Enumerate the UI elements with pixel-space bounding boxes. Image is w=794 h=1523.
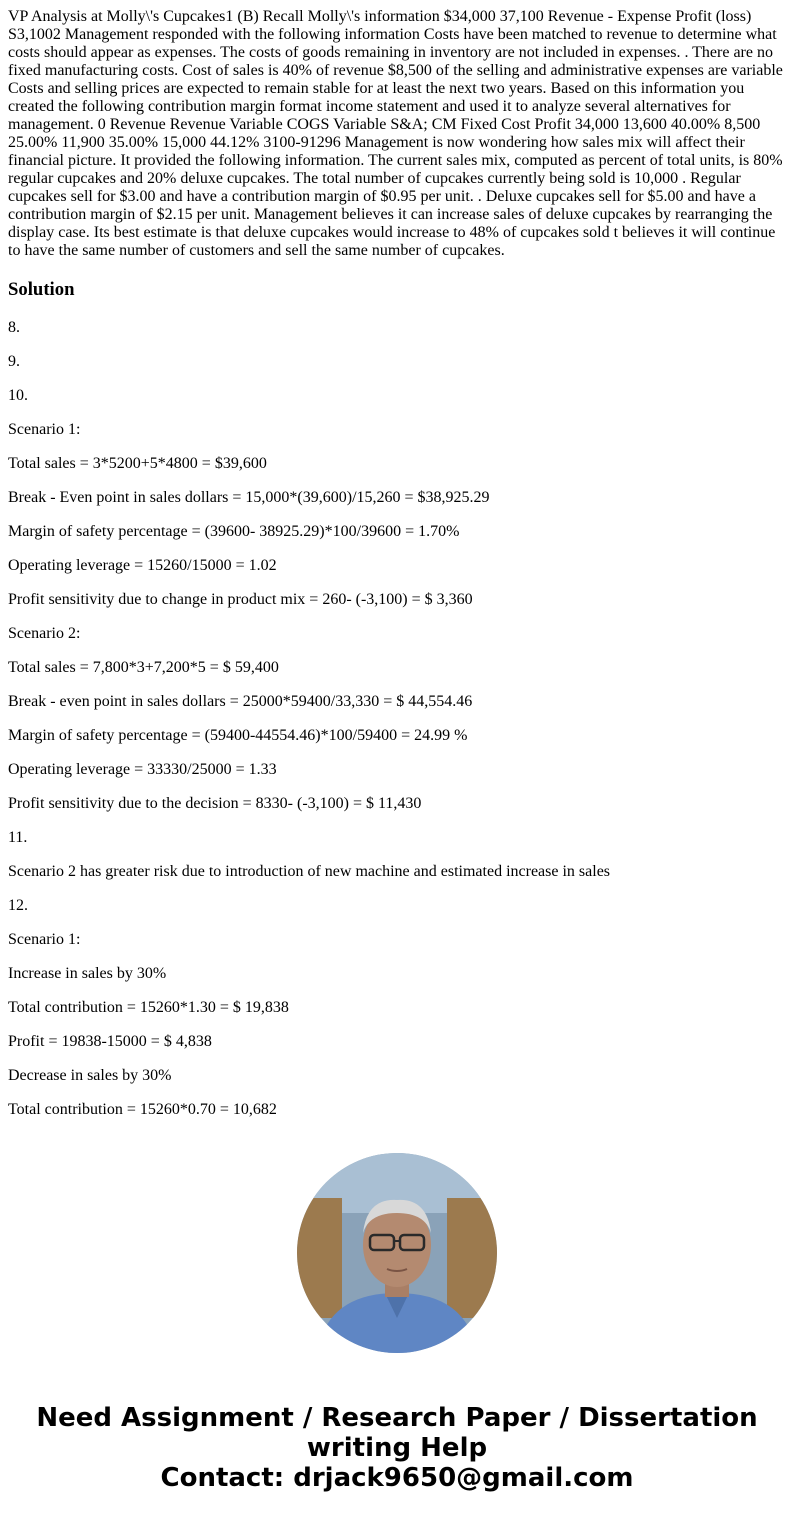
photo-wood-left: [297, 1198, 342, 1318]
solution-line: Margin of safety percentage = (39600- 38925.29)*100/39600 = 1.70%: [8, 523, 460, 540]
solution-line: Operating leverage = 33330/25000 = 1.33: [8, 761, 277, 778]
solution-line: Scenario 2 has greater risk due to introduction of new machine and estimated increase in sales: [8, 863, 611, 880]
solution-line: Decrease in sales by 30%: [8, 1067, 172, 1084]
solution-line: 9.: [8, 353, 20, 370]
solution-line: Total sales = 7,800*3+7,200*5 = $ 59,400: [8, 659, 279, 676]
solution-line: Total contribution = 15260*0.70 = 10,682: [8, 1101, 277, 1118]
question-text: VP Analysis at Molly\'s Cupcakes1 (B) Recall Molly\'s information $34,000 37,100 Revenue - Expense Profit (loss) S3,1002 Management responded with the following information Costs have been matched to revenue to determine what costs should appear as expenses. The costs of goods remaining in inventory are not included in expenses. . There are no fixed manufacturing costs. Cost of sales is 40% of revenue $8,500 of the selling and administrative expenses are variable Costs and selling prices are expected to remain stable for at least the next two years. Based on this information you created the following contribution margin format income statement and used it to analyze several alternatives for management. 0 Revenue Revenue Variable COGS Variable S&A; CM Fixed Cost Profit 34,000 13,600 40.00% 8,500 25.00% 11,900 35.00% 15,000 44.12% 3100-91296 Management is now wondering how sales mix will affect their financial picture. It provided the following information. The current sales mix, computed as percent of total units, is 80% regular cupcakes and 20% deluxe cupcakes. The total number of cupcakes currently being sold is 10,000 . Regular cupcakes sell for $3.00 and have a contribution margin of $0.95 per unit. . Deluxe cupcakes sell for $5.00 and have a contribution margin of $2.15 per unit. Management believes it can increase sales of deluxe cupcakes by rearranging the display case. Its best estimate is that deluxe cupcakes would increase to 48% of cupcakes sold t believes it will continue to have the same number of customers and sell the same number of cupcakes.: [8, 8, 783, 259]
solution-line: Scenario 1:: [8, 421, 81, 438]
solution-heading: Solution: [8, 279, 75, 300]
solution-line: Scenario 2:: [8, 625, 81, 642]
promo-line-2: writing Help: [306, 1433, 488, 1463]
photo-wood-right: [447, 1198, 497, 1318]
solution-line: Break - even point in sales dollars = 25000*59400/33,330 = $ 44,554.46: [8, 693, 473, 710]
solution-line: Total sales = 3*5200+5*4800 = $39,600: [8, 455, 267, 472]
solution-line: Profit = 19838-15000 = $ 4,838: [8, 1033, 212, 1050]
solution-line: Increase in sales by 30%: [8, 965, 167, 982]
author-photo: [297, 1153, 497, 1353]
solution-line: Operating leverage = 15260/15000 = 1.02: [8, 557, 277, 574]
solution-line: Break - Even point in sales dollars = 15,000*(39,600)/15,260 = $38,925.29: [8, 489, 490, 506]
solution-line: Margin of safety percentage = (59400-44554.46)*100/59400 = 24.99 %: [8, 727, 468, 744]
solution-line: Profit sensitivity due to the decision = 8330- (-3,100) = $ 11,430: [8, 795, 422, 812]
promo-line-3: Contact: drjack9650@gmail.com: [160, 1463, 634, 1493]
author-avatar: [297, 1153, 497, 1353]
solution-line: Profit sensitivity due to change in product mix = 260- (-3,100) = $ 3,360: [8, 591, 473, 608]
solution-line: Scenario 1:: [8, 931, 81, 948]
solution-line: 8.: [8, 319, 20, 336]
solution-list: [8, 319, 786, 1119]
solution-line: 12.: [8, 897, 28, 914]
solution-line: 10.: [8, 387, 28, 404]
solution-line: 11.: [8, 829, 28, 846]
solution-line: Total contribution = 15260*1.30 = $ 19,838: [8, 999, 289, 1016]
promo-banner: [0, 1403, 794, 1493]
promo-line-1: Need Assignment / Research Paper / Dissertation: [36, 1403, 758, 1433]
